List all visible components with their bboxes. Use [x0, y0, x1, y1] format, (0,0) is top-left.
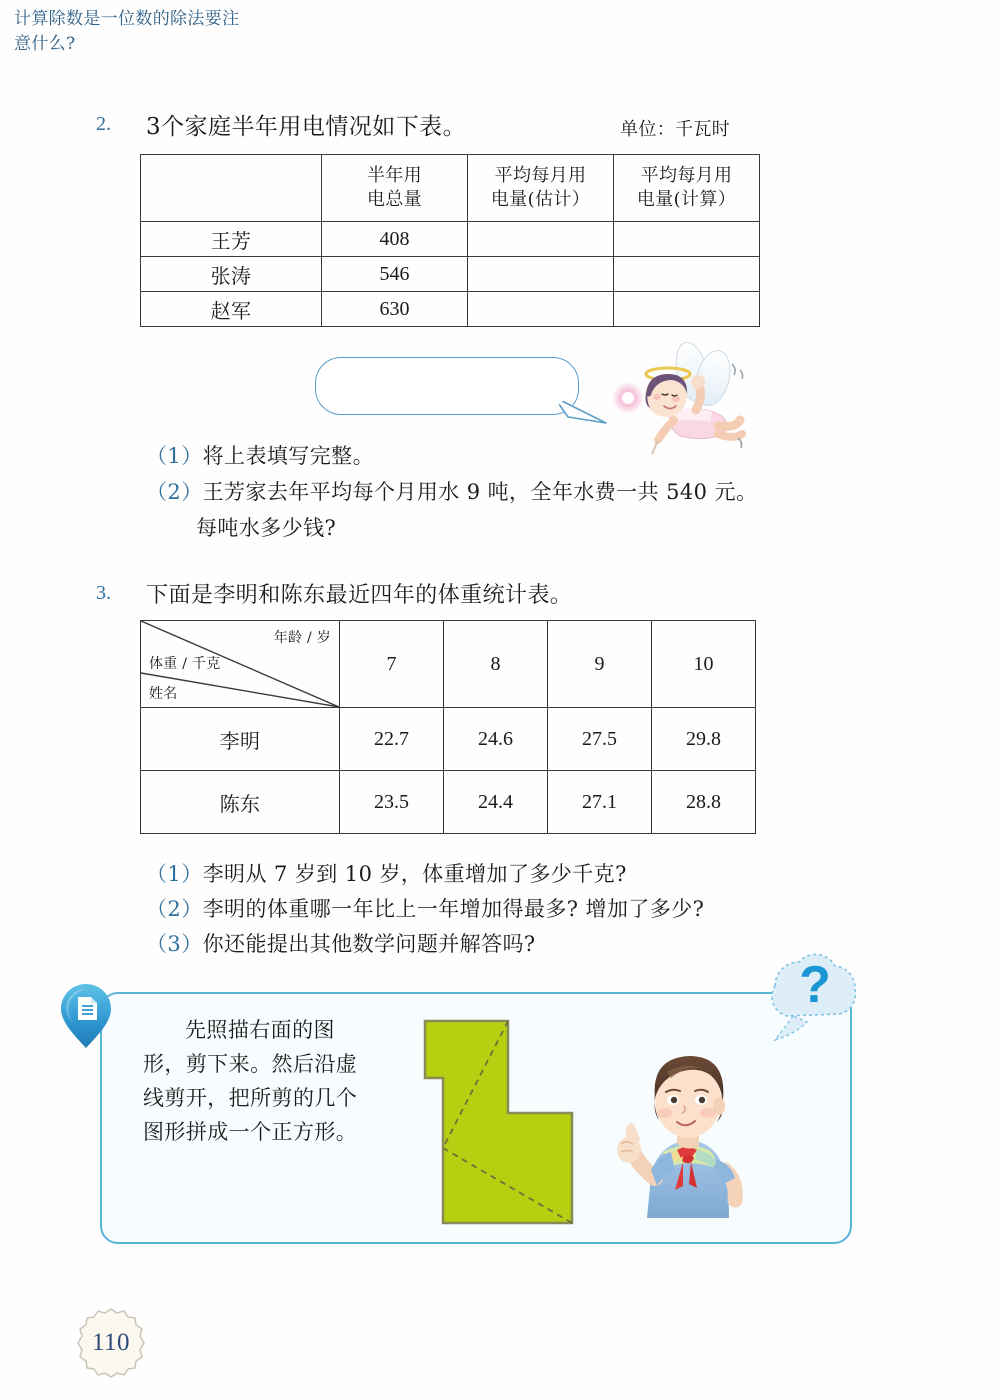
cell-calculate-blank[interactable]	[614, 257, 760, 292]
speech-bubble	[315, 357, 579, 415]
header-cell-half-year: 半年用 电总量	[322, 155, 468, 222]
corner-label-age: 年龄 / 岁	[273, 630, 331, 646]
unit-label: 单位：千瓦时	[620, 119, 731, 140]
cell-total: 408	[322, 222, 468, 257]
activity-instruction-text: 先照描右面的图形，剪下来。然后沿虚线剪开，把所剪的几个图形拼成一个正方形。	[143, 1018, 358, 1145]
cell-weight: 29.8	[652, 708, 756, 771]
problem-3-question-3	[146, 928, 536, 958]
cell-name: 赵军	[141, 292, 322, 327]
electricity-table	[140, 154, 760, 327]
question-text: 将上表填写完整。	[202, 444, 374, 468]
cell-total: 630	[322, 292, 468, 327]
corner-label-name: 姓名	[149, 686, 178, 702]
problem-3-question-1	[146, 858, 627, 888]
cell-weight: 28.8	[652, 771, 756, 834]
cell-weight: 22.7	[340, 708, 444, 771]
diagonal-header-cell	[141, 621, 340, 708]
cell-student-name: 陈东	[141, 771, 340, 834]
fairy-illustration	[600, 342, 760, 464]
problem-2-question-2	[146, 476, 757, 506]
problem-3-question-2	[146, 893, 704, 923]
table-row	[141, 222, 760, 257]
cell-weight: 24.6	[444, 708, 548, 771]
table-header-row	[141, 155, 760, 222]
table-header-row	[141, 621, 756, 708]
cell-estimate-blank[interactable]	[468, 257, 614, 292]
problem-2-question-1	[146, 440, 374, 470]
question-number: （1）	[146, 862, 203, 886]
header-cell-monthly-calculated: 平均每月用 电量(计算）	[614, 155, 760, 222]
cell-weight: 27.1	[548, 771, 652, 834]
header-age-9: 9	[548, 621, 652, 708]
question-text: 李明从 7 岁到 10 岁，体重增加了多少千克?	[202, 862, 627, 886]
question-number: （2）	[146, 897, 203, 921]
header-age-10: 10	[652, 621, 756, 708]
cell-name: 张涛	[141, 257, 322, 292]
header-cell-blank	[141, 155, 322, 222]
boy-illustration	[605, 1028, 775, 1233]
cell-calculate-blank[interactable]	[614, 222, 760, 257]
cell-weight: 23.5	[340, 771, 444, 834]
table-row	[141, 292, 760, 327]
question-number: （1）	[146, 444, 203, 468]
corner-label-weight: 体重 / 千克	[149, 656, 221, 672]
problem-2-marker: 2.	[96, 113, 111, 135]
question-text: 你还能提出其他数学问题并解答吗?	[202, 932, 536, 956]
green-cutout-figure	[420, 1008, 600, 1238]
table-row	[141, 708, 756, 771]
cell-name: 王芳	[141, 222, 322, 257]
problem-2-title: 3个家庭半年用电情况如下表。	[146, 114, 467, 140]
table-row	[141, 257, 760, 292]
speech-bubble-text: 计算除数是一位数的除法要注意什么?	[14, 9, 240, 54]
question-text: 王芳家去年平均每个月用水 9 吨，全年水费一共 540 元。	[202, 480, 758, 504]
bookmark-document-pin-icon	[57, 980, 115, 1052]
page-number: 110	[91, 1329, 131, 1356]
cell-student-name: 李明	[141, 708, 340, 771]
cell-estimate-blank[interactable]	[468, 292, 614, 327]
problem-3-title: 下面是李明和陈东最近四年的体重统计表。	[146, 583, 573, 608]
header-cell-monthly-estimate: 平均每月用 电量(估计）	[468, 155, 614, 222]
question-mark-glyph: ?	[799, 956, 831, 1014]
cell-weight: 24.4	[444, 771, 548, 834]
question-text: 李明的体重哪一年比上一年增加得最多? 增加了多少?	[202, 897, 705, 921]
cell-weight: 27.5	[548, 708, 652, 771]
question-number: （2）	[146, 480, 203, 504]
cell-total: 546	[322, 257, 468, 292]
problem-2-question-2-cont: 每吨水多少钱?	[196, 516, 337, 540]
cell-calculate-blank[interactable]	[614, 292, 760, 327]
question-number: （3）	[146, 932, 203, 956]
header-age-7: 7	[340, 621, 444, 708]
weight-statistics-table	[140, 620, 756, 834]
cell-estimate-blank[interactable]	[468, 222, 614, 257]
problem-3-marker: 3.	[96, 582, 111, 604]
table-row	[141, 771, 756, 834]
header-age-8: 8	[444, 621, 548, 708]
